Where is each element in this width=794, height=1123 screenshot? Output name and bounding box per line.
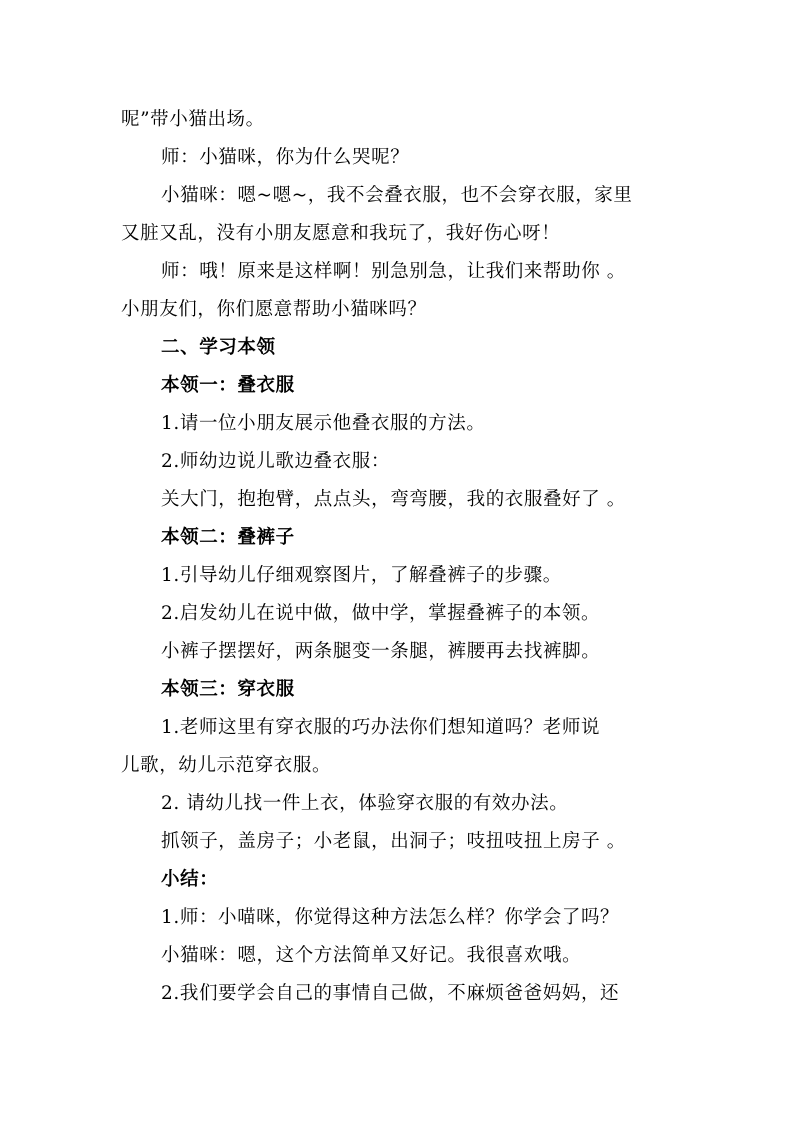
paragraph-line: 1.老师这里有穿衣服的巧办法你们想知道吗？老师说 xyxy=(161,717,601,738)
paragraph-line: 2.我们要学会自己的事情自己做，不麻烦爸爸妈妈，还 xyxy=(161,983,620,1004)
paragraph-line: 1.师：小喵咪，你觉得这种方法怎么样？你学会了吗？ xyxy=(161,907,620,928)
paragraph-line: 1.引导幼儿仔细观察图片，了解叠裤子的步骤。 xyxy=(161,565,562,586)
paragraph-line: 儿歌，幼儿示范穿衣服。 xyxy=(121,755,332,776)
paragraph-line: 2.师幼边说儿歌边叠衣服： xyxy=(161,451,390,472)
subsection-heading: 小结： xyxy=(161,869,219,890)
subsection-heading: 本领二：叠裤子 xyxy=(161,527,295,548)
section-heading: 二、学习本领 xyxy=(161,337,276,358)
paragraph-line: 关大门，抱抱臂，点点头，弯弯腰，我的衣服叠好了 。 xyxy=(161,489,626,510)
paragraph-line: 小裤子摆摆好，两条腿变一条腿，裤腰再去找裤脚。 xyxy=(161,641,601,662)
subsection-heading: 本领一：叠衣服 xyxy=(161,375,295,396)
paragraph-line: 又脏又乱，没有小朋友愿意和我玩了，我好伤心呀！ xyxy=(121,223,561,244)
paragraph-line: 抓领子，盖房子；小老鼠，出洞子；吱扭吱扭上房子 。 xyxy=(161,831,626,852)
paragraph-line: 小猫咪：嗯，这个方法简单又好记。我很喜欢哦。 xyxy=(161,945,582,966)
paragraph-line: 呢”带小猫出场。 xyxy=(121,109,265,130)
paragraph-line: 2. 请幼儿找一件上衣，体验穿衣服的有效办法。 xyxy=(161,793,569,814)
paragraph-line: 2.启发幼儿在说中做，做中学，掌握叠裤子的本领。 xyxy=(161,603,601,624)
paragraph-line: 师：小猫咪，你为什么哭呢？ xyxy=(161,147,410,168)
subsection-heading: 本领三：穿衣服 xyxy=(161,679,295,700)
paragraph-line: 小朋友们，你们愿意帮助小猫咪吗？ xyxy=(121,299,427,320)
paragraph-line: 师：哦！原来是这样啊！别急别急，让我们来帮助你 。 xyxy=(161,261,626,282)
paragraph-line: 1.请一位小朋友展示他叠衣服的方法。 xyxy=(161,413,486,434)
paragraph-line: 小猫咪：嗯~嗯~，我不会叠衣服，也不会穿衣服，家里 xyxy=(161,185,633,206)
